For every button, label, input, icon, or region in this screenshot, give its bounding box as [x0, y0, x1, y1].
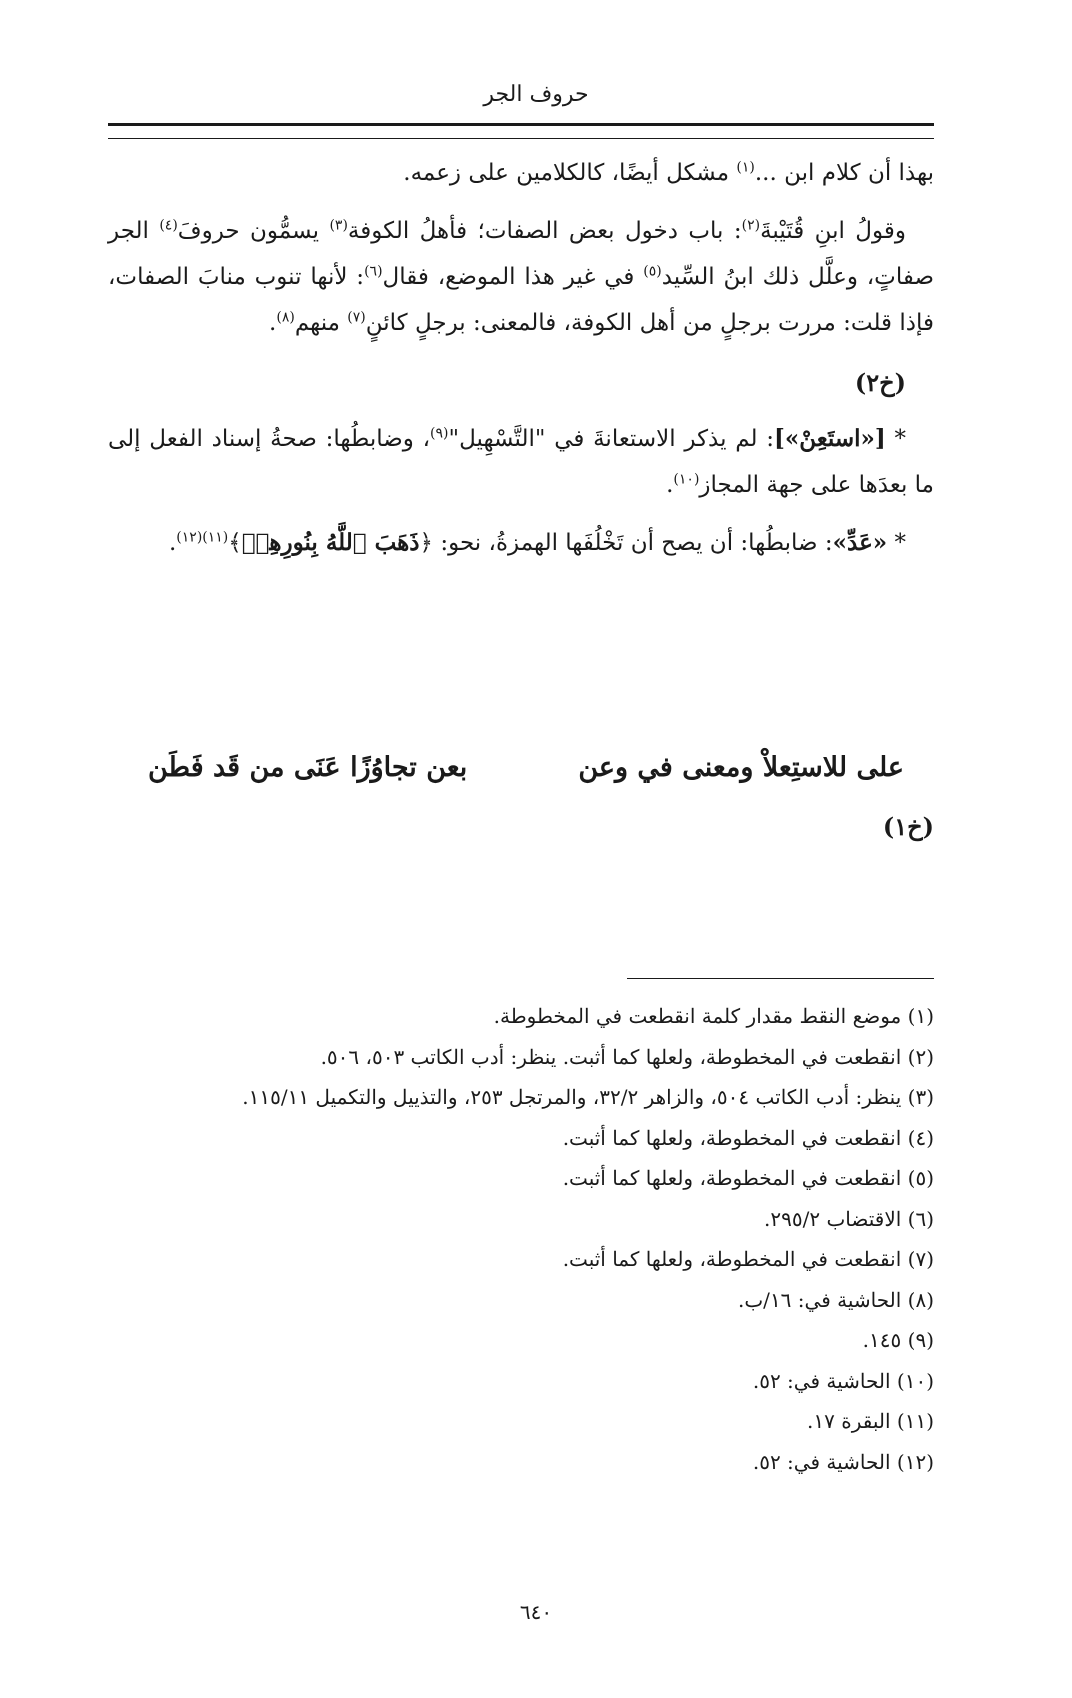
footnote-ref-1: (١) [736, 159, 755, 176]
manuscript-label-kh1: (خ١) [882, 812, 934, 841]
manuscript-label-kh2: (خ٢) [854, 368, 906, 397]
footnote-ref-2: (٢) [741, 217, 761, 234]
footnote-ref-11: (١١) [202, 529, 229, 546]
footnote-7: (٧) انقطعت في المخطوطة، ولعلها كما أثبت. [562, 1247, 934, 1271]
footnote-ref-10: (١٠) [673, 471, 700, 488]
footnote-rule [627, 978, 934, 979]
footnote-ref-6: (٦) [364, 263, 383, 280]
footnote-10: (١٠) الحاشية في: ٥٢. [752, 1368, 934, 1393]
footnote-ref-7: (٧) [347, 309, 366, 326]
paragraph-3: * [«استَعِنْ»]: لم يذكر الاستعانةَ في "التَّسْهِيل"$^{(٩)}$، وضابطُها: صحةُ إسناد الفعل إلى ما بعدَها على جهة المجاز$^{(١٠)}$. [108, 425, 934, 498]
paragraph-4: * «عَدِّ»: ضابطُها: أن يصح أن تَخْلُفَها الهمزةُ، نحو: ﴿ذَهَبَ ٱللَّهُ بِنُورِهِمۡ﴾$^{(١١)(١٢)}$. [168, 529, 906, 556]
footnote-2: (٢) انقطعت في المخطوطة، ولعلها كما أثبت. ينظر: أدب الكاتب ٥٠٣، ٥٠٦. [320, 1044, 934, 1069]
footnote-ref-3: (٣) [329, 217, 348, 234]
footnote-3: (٣) ينظر: أدب الكاتب ٥٠٤، والزاهر ٣٢/٢، والمرتجل ٢٥٣، والتذييل والتكميل ١١٥/١١. [242, 1085, 934, 1109]
paragraph-1: بهذا أن كلام ابن ...$^{(١)}$ مشكل أيضًا، كالكلامين على زعمه. [403, 159, 934, 186]
header-rule-thin [108, 138, 934, 139]
running-head: حروف الجر [483, 82, 589, 107]
footnote-9: (٩) ١٤٥. [862, 1328, 934, 1352]
footnote-6: (٦) الاقتضاب ٢٩٥/٢. [764, 1206, 934, 1231]
footnote-ref-4: (٤) [159, 217, 178, 234]
footnote-12: (١٢) الحاشية في: ٥٢. [752, 1449, 934, 1474]
footnote-4: (٤) انقطعت في المخطوطة، ولعلها كما أثبت. [562, 1125, 934, 1150]
verse-hemistich-1: على للاستِعلاْ ومعنى في وعن [578, 752, 904, 783]
footnote-ref-9: (٩) [430, 425, 449, 442]
footnote-8: (٨) الحاشية في: ١٦/ب. [738, 1287, 934, 1312]
main-text [108, 150, 934, 578]
footnote-ref-8: (٨) [276, 309, 295, 326]
page-number: ٦٤٠ [519, 1600, 553, 1624]
verse-hemistich-2: بعن تجاوُزًا عَنَى من قَد فَطَن [148, 752, 468, 783]
entry-head-addi: «عَدِّ» [832, 529, 888, 556]
footnote-1: (١) موضع النقط مقدار كلمة انقطعت في المخطوطة. [493, 1004, 934, 1028]
footnote-ref-12: (١٢) [176, 529, 203, 546]
header-rule-thick [108, 123, 934, 126]
footnotes [108, 996, 934, 1482]
quran-quote: ذَهَبَ ٱللَّهُ بِنُورِهِمۡ [241, 529, 420, 556]
verse-line [108, 752, 934, 802]
footnote-5: (٥) انقطعت في المخطوطة، ولعلها كما أثبت. [562, 1166, 934, 1190]
footnote-ref-5: (٥) [643, 263, 662, 280]
entry-head-istaein: [«استَعِنْ»] [774, 425, 886, 452]
paragraph-2: وقولُ ابنِ قُتَيْبةَ$^{(٢)}$: باب دخول بعض الصفات؛ فأهلُ الكوفة$^{(٣)}$ يسمُّون حروفَ$^{(٤)}$ الجر صفاتٍ، وعلَّل ذلك ابنُ السِّيد$^{(٥)}$ في غير هذا الموضع، فقال$^{(٦)}$: لأنها تنوب منابَ الصفات، فإذا قلت: مررت برجلٍ من أهل الكوفة، فالمعنى: برجلٍ كائنٍ$^{(٧)}$ منهم$^{(٨)}$. [108, 217, 935, 336]
footnote-11: (١١) البقرة ١٧. [807, 1409, 934, 1433]
